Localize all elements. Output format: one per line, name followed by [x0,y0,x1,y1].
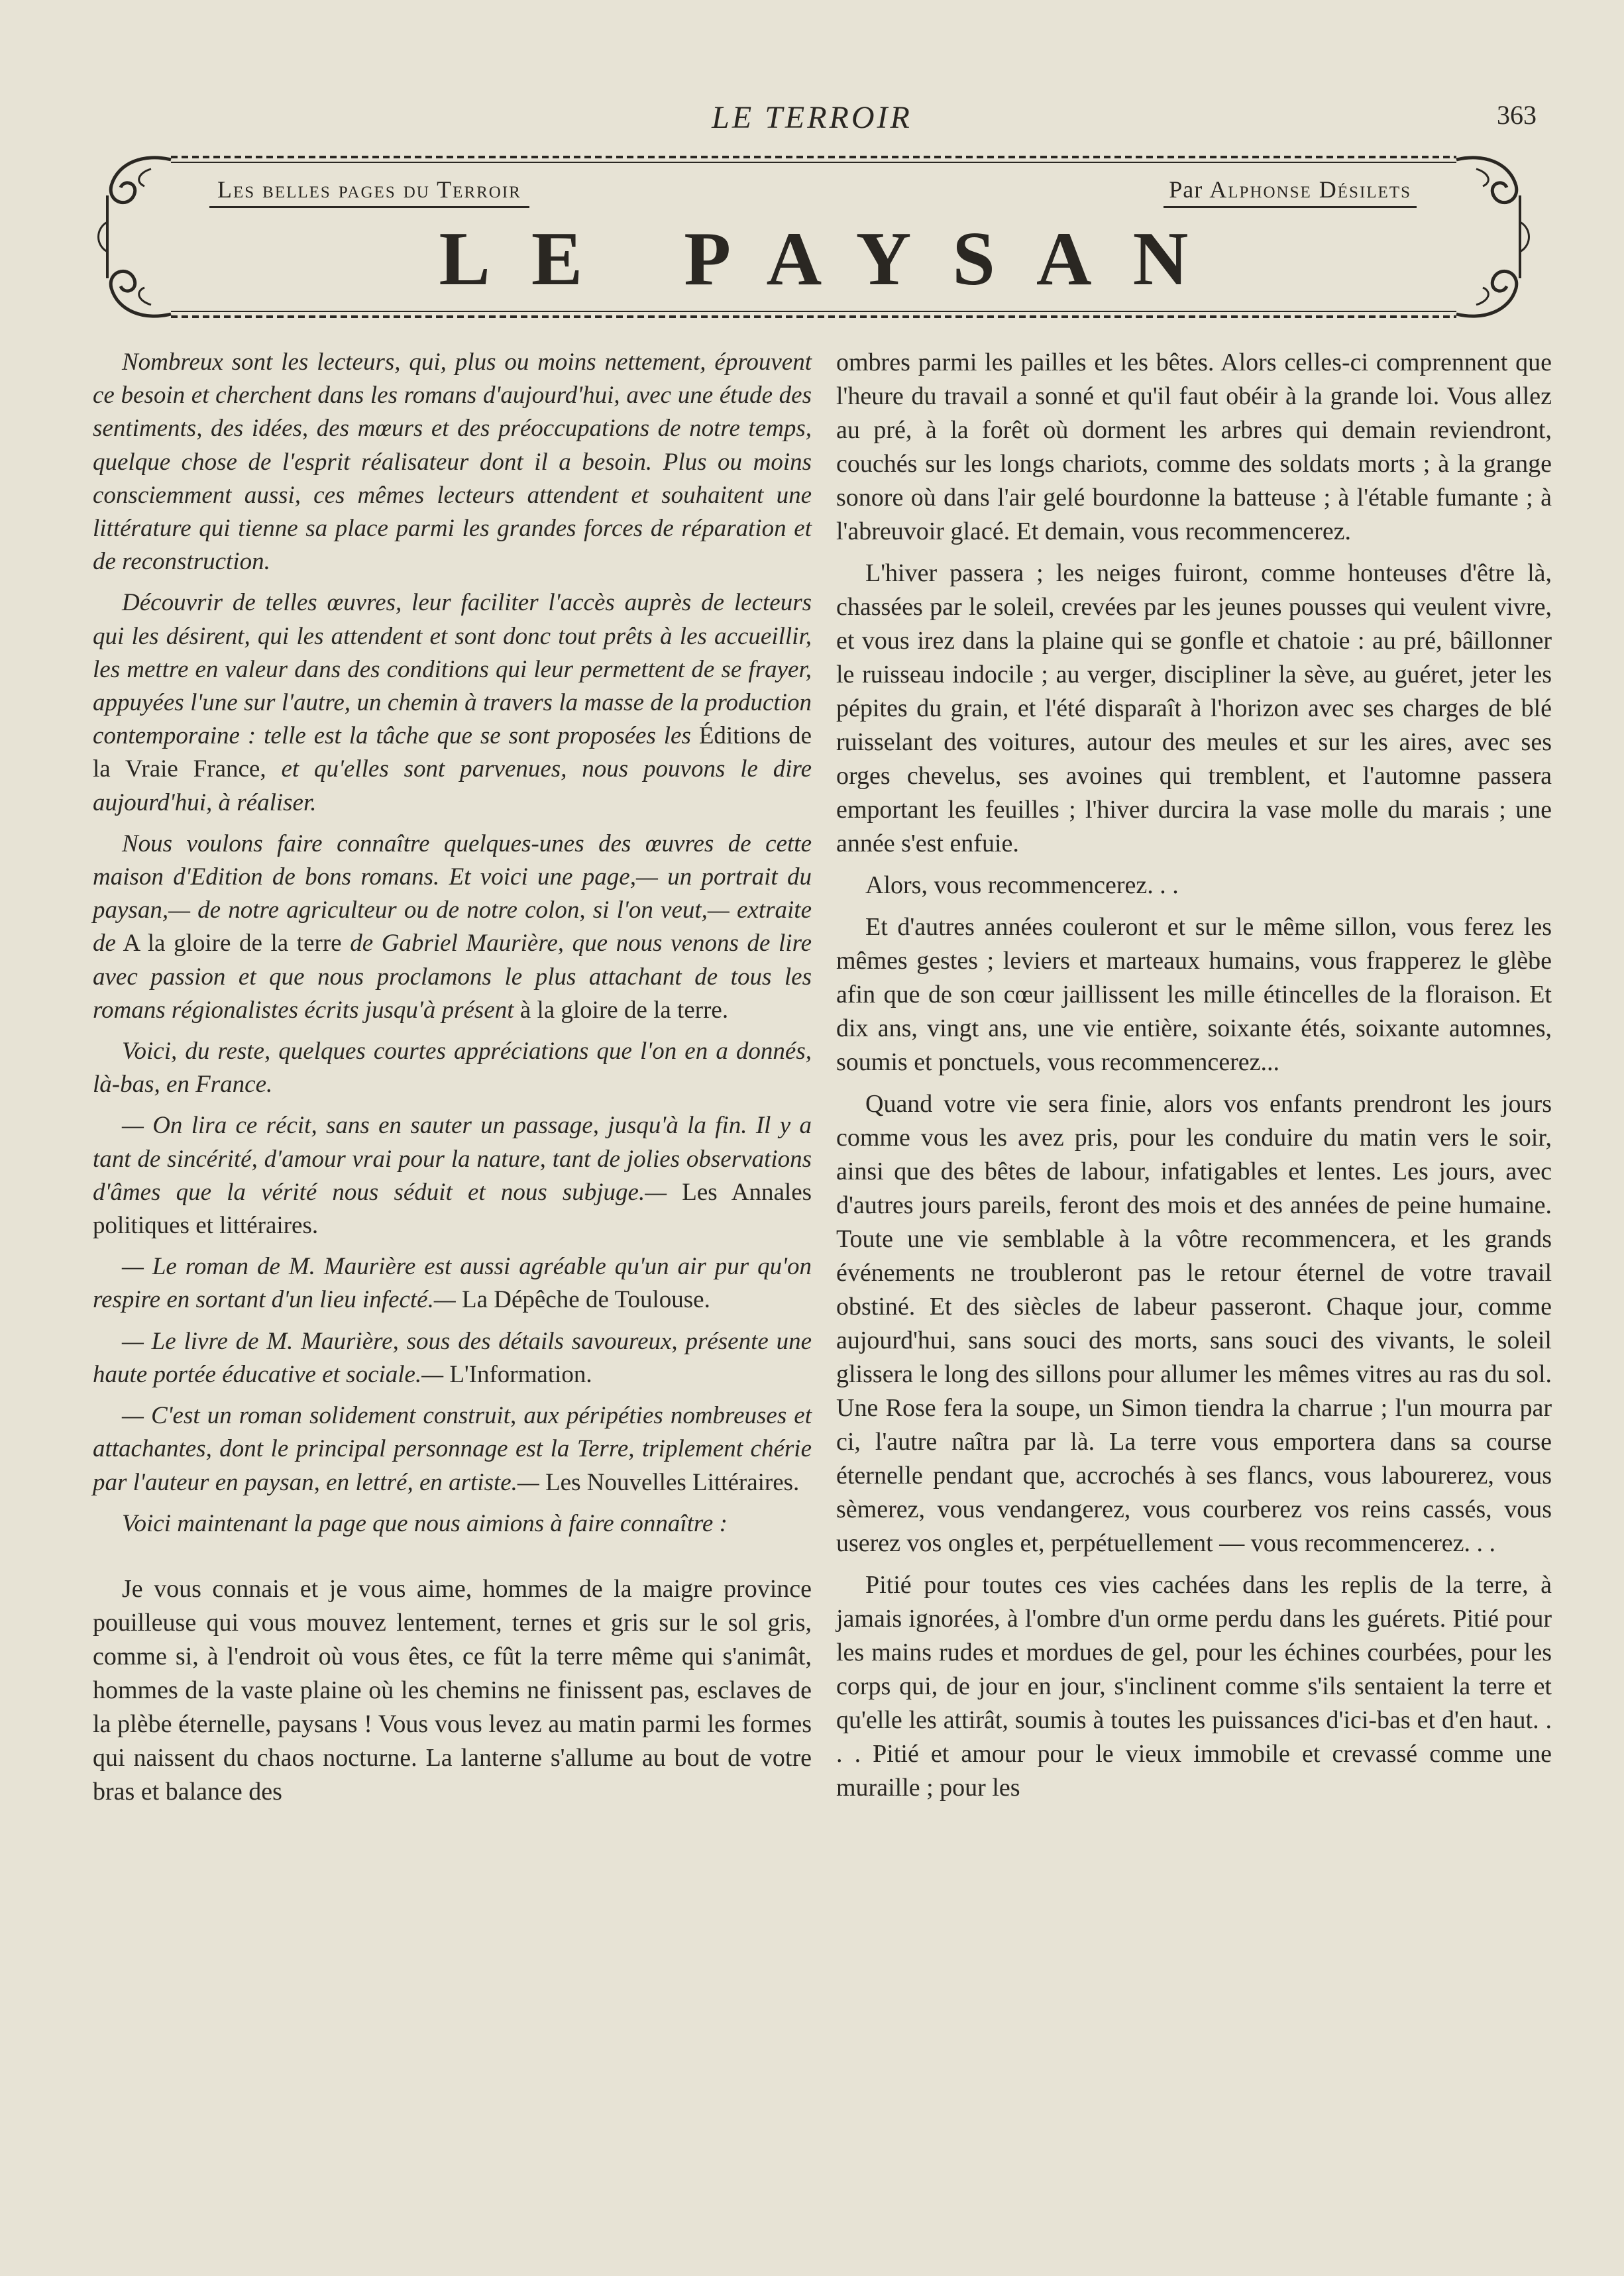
intro-paragraph: Nous voulons faire connaître quelques-unes des œuvres de cette maison d'Edition de bons romans. Et voici une page,— un portrait du paysan,— de notre agriculteur ou de notre colon, si l'on veut,— extraite de A la gloire de la terre de Gabriel Maurière, que nous venons de lire avec passion et que nous proclamons le plus attachant de tous les romans régionalistes écrits jusqu'à présent à la gloire de la terre. [93,830,812,1024]
review-quote: — On lira ce récit, sans en sauter un passage, jusqu'à la fin. Il y a tant de sincérité, d'amour vrai pour la nature, tant de jolies observations d'âmes que la vérité nous séduit et nous subjuge.— Les Annales politiques et littéraires. [93,1112,812,1240]
excerpt-paragraph: Alors, vous recommencerez. . . [865,871,1179,899]
intro-paragraph: Voici, du reste, quelques courtes appréciations que l'on en a donnés, là-bas, en France. [93,1038,812,1099]
review-quote: — C'est un roman solidement construit, aux péripéties nombreuses et attachantes, dont le principal personnage est la Terre, triplement chérie par l'auteur en paysan, en lettré, en artiste.— Les Nouvelles Littéraires. [93,1402,812,1496]
review-quote: — Le roman de M. Maurière est aussi agréable qu'un air pur qu'on respire en sortant d'un lieu infecté.— La Dépêche de Toulouse. [93,1253,812,1314]
intro-paragraph: Découvrir de telles œuvres, leur faciliter l'accès auprès de lecteurs qui les désirent, qui les attendent et sont donc tout prêts à les accueillir, les mettre en valeur dans des conditions qui leur permettent de se frayer, appuyées l'une sur l'autre, un chemin à travers la masse de la production contemporaine : telle est la tâche que se sont proposées les Éditions de la Vraie France, et qu'elles sont parvenues, nous pouvons le dire aujourd'hui, à réaliser. [93,589,812,816]
byline-author: Alphonse Désilets [1209,176,1411,203]
intro-paragraph: Voici maintenant la page que nous aimions à faire connaître : [122,1509,728,1537]
excerpt-paragraph: Pitié pour toutes ces vies cachées dans les replis de la terre, à jamais ignorées, à l'ombre d'un orme perdu dans les guérets. Pitié pour les mains rudes et mordues de gel, pour les échines courbées, pour les corps qui, de jour en jour, s'inclinent comme s'ils sentaient la terre et qu'elle les attirât, soumis à toutes les puissances d'ici-bas et d'en haut. . . . Pitié et amour pour le vieux immobile et crevassé comme une muraille ; pour les [836,1571,1552,1802]
series-label: Les belles pages du Terroir [209,176,529,208]
excerpt-paragraph: Quand votre vie sera finie, alors vos enfants prendront les jours comme vous les avez pris, pour les conduire du matin vers le soir, ainsi que des bêtes de labour, infatigables et lentes. Les jours, avec d'autres jours pareils, feront des mois et des années de peine humaine. Toute une vie semblable à la vôtre recommencera, et les grands événements ne troubleront pas le retour éternel de votre travail obstiné. Et des siècles de labeur passeront. Chaque jour, comme aujourd'hui, sans souci des morts, sans souci des vivants, le soleil glissera le long des sillons pour allumer les mêmes vitres au ras du sol. Une Rose fera la soupe, un Simon tiendra la charrue ; l'un mourra par ci, l'autre naîtra par là. La terre vous emportera dans sa course éternelle pendant que, accrochés à ses flancs, vous labourerez, vous sèmerez, vous vendangerez, vous courberez vos reins cassés, vous userez vos ongles et, perpétuellement — vous recommencerez. . . [836,1090,1552,1557]
review-quote: — Le livre de M. Maurière, sous des détails savoureux, présente une haute portée éducative et sociale.— L'Information. [93,1327,812,1388]
title-banner [91,149,1536,325]
right-column [836,346,1552,1813]
running-head [0,99,1624,146]
excerpt-paragraph: Et d'autres années couleront et sur le même sillon, vous ferez les mêmes gestes ; leviers et marteaux humains, vous frapperez le glèbe afin que de son cœur jaillissent les mille étincelles de la floraison. Et dix ans, vingt ans, une vie entière, soixante étés, soixante automnes, soumis et ponctuels, vous recommencerez... [836,913,1552,1076]
page-number: 363 [1497,100,1537,130]
section-gap [93,1548,812,1572]
byline-prefix: Par [1169,176,1203,203]
intro-paragraph: Nombreux sont les lecteurs, qui, plus ou moins nettement, éprouvent ce besoin et cherchent dans les romans d'aujourd'hui, avec une étude des sentiments, des idées, des mœurs et des préoccupations de notre temps, quelque chose de l'esprit réalisateur dont il a besoin. Plus ou moins consciemment aussi, ces mêmes lecteurs attendent et souhaitent une littérature qui tienne sa place parmi les grandes forces de réparation et de reconstruction. [93,349,812,576]
article-title: LE PAYSAN [439,217,1230,301]
excerpt-paragraph: ombres parmi les pailles et les bêtes. Alors celles-ci comprennent que l'heure du travail a sonné et qu'il faut obéir à la grande loi. Vous allez au pré, à la forêt où dorment les arbres qui demain reviendront, couchés sur les longs chariots, comme des soldats morts ; à la grange sonore où dans l'air gelé bourdonne la batteuse ; à l'étable fumante ; à l'abreuvoir glacé. Et demain, vous recommencerez. [836,349,1552,545]
excerpt-paragraph: Je vous connais et je vous aime, hommes de la maigre province pouilleuse qui vous mouvez lentement, ternes et gris sur le sol gris, comme si, à l'endroit où vous êtes, ce fût la terre même qui s'animât, hommes de la vaste plaine où les chemins ne finissent pas, esclaves de la plèbe éternelle, paysans ! Vous vous levez au matin parmi les formes qui naissent du chaos nocturne. La lanterne s'allume au bout de votre bras et balance des [93,1574,812,1806]
running-title: LE TERROIR [712,100,912,135]
excerpt-paragraph: L'hiver passera ; les neiges fuiront, comme honteuses d'être là, chassées par le soleil, crevées par les jeunes pousses qui veulent vivre, et vous irez dans la plaine qui se gonfle et chatoie : au pré, bâillonner le ruisseau indocile ; au verger, discipliner la sève, au guéret, jeter les pépites du grain, et l'été disparaît à l'horizon avec ses charges de blé ruisselant des voitures, autour des meules et sur les aires, avec ses orges chevelus, ses avoines qui tremblent, et l'automne passera emportant les feuilles ; l'hiver durcira la vase molle du marais ; une année s'est enfuie. [836,559,1552,857]
byline [1164,176,1417,208]
left-column [93,346,812,1817]
